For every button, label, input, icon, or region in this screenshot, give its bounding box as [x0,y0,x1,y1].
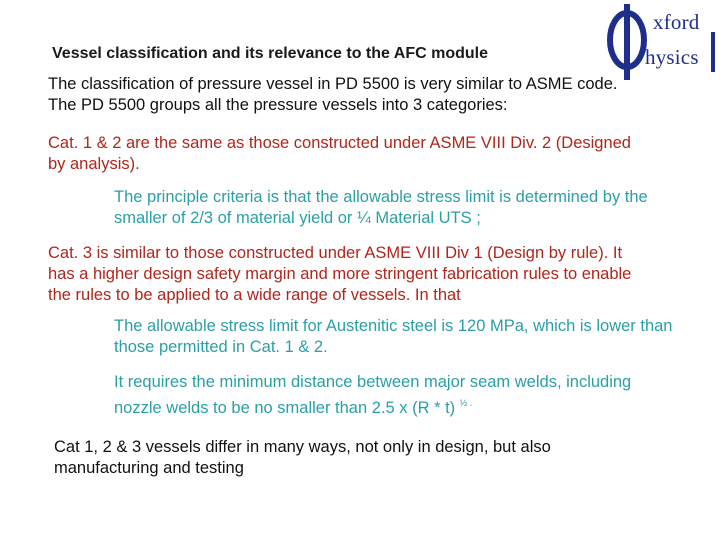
intro-paragraph: The classification of pressure vessel in PD 5500 is very similar to ASME code. The PD 5500 groups all the pressure vessels into 3 categories: [48,75,618,114]
seam-weld-superscript: ½ . [459,398,473,408]
slide-title: Vessel classification and its relevance to the AFC module [52,45,488,62]
cat12-paragraph: Cat. 1 & 2 are the same as those constructed under ASME VIII Div. 2 (Designed by analysis). [48,134,631,173]
cat3-paragraph: Cat. 3 is similar to those constructed under ASME VIII Div 1 (Design by rule). It has a higher design safety margin and more stringent fabrication rules to enable the rules to be applied to a wide range of vessels. In that [48,244,632,304]
allowable-stress-paragraph: The allowable stress limit for Austenitic steel is 120 MPa, which is lower than those permitted in Cat. 1 & 2. [114,317,673,356]
seam-weld-text: It requires the minimum distance between major seam welds, including nozzle welds to be no smaller than 2.5 x (R * t) [114,373,632,417]
logo-word-xford: xford [653,10,700,34]
vessels-differ-paragraph: Cat 1, 2 & 3 vessels differ in many ways, not only in design, but also manufacturing and testing [54,438,551,477]
seam-weld-paragraph [114,372,674,419]
logo-word-hysics: hysics [645,45,699,69]
principle-criteria-paragraph: The principle criteria is that the allowable stress limit is determined by the smaller of 2/3 of material yield or ¼ Material UTS ; [114,188,648,227]
